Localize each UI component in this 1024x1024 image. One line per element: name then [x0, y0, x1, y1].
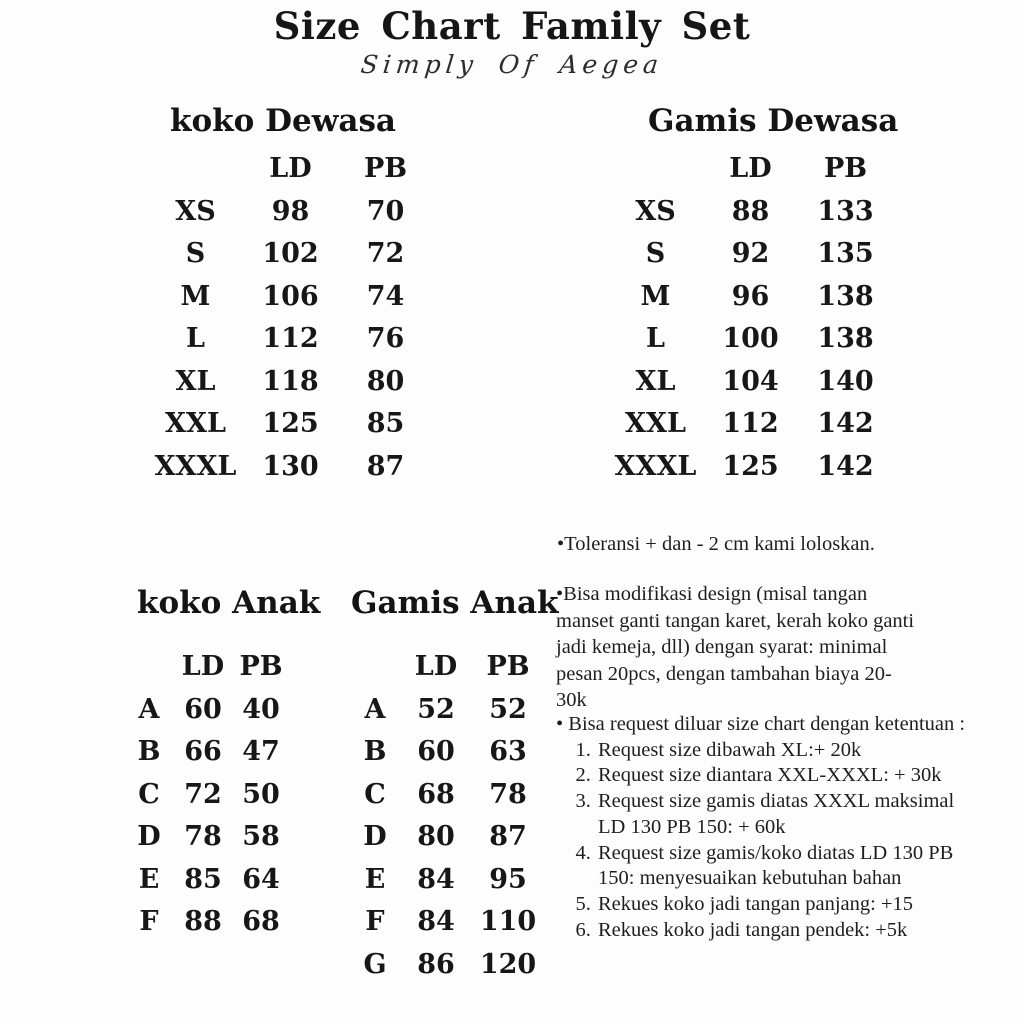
- measurement-value: 98: [271, 195, 310, 227]
- measurement-value: 135: [817, 238, 874, 269]
- measurement-value: 40: [242, 693, 280, 725]
- measurement-table: [608, 148, 893, 488]
- measurement-value: 118: [262, 365, 319, 397]
- header-row: [124, 646, 290, 689]
- measurement-value: 112: [722, 408, 779, 439]
- table-row: [350, 689, 544, 732]
- table-row: [148, 361, 433, 404]
- table-row: [350, 816, 544, 859]
- measurement-value: 70: [366, 195, 405, 227]
- column-header: PB: [486, 651, 530, 682]
- request-rules-list: [556, 738, 976, 944]
- measurement-value: 142: [817, 408, 874, 439]
- measurement-table: [350, 646, 544, 986]
- measurement-value: 78: [489, 778, 527, 810]
- request-rule: 2. Request size diantara XXL-XXXL: + 30k: [596, 763, 976, 789]
- table-row: [350, 944, 544, 987]
- table-row: [350, 901, 544, 944]
- size-label: F: [365, 906, 385, 937]
- size-label: D: [363, 821, 387, 852]
- measurement-value: 60: [417, 736, 455, 767]
- measurement-value: 72: [184, 778, 222, 810]
- measurement-value: 52: [489, 693, 527, 725]
- note-modification: •Bisa modifikasi design (misal tangan manset ganti tangan karet, kerah koko ganti jadi kemeja, dll) dengan syarat: minimal pesan 20pcs, dengan tambahan biaya 20-30k: [556, 583, 915, 711]
- measurement-value: 138: [817, 280, 874, 312]
- section-title-koko-anak: koko Anak: [137, 585, 321, 621]
- measurement-value: 76: [366, 323, 405, 354]
- measurement-value: 80: [417, 821, 455, 852]
- note-request-heading: • Bisa request diluar size chart dengan ketentuan :: [556, 713, 966, 735]
- table-gamis-dewasa: [608, 148, 893, 488]
- size-label: B: [137, 736, 161, 767]
- measurement-value: 95: [489, 863, 527, 895]
- table-row: [148, 191, 433, 234]
- request-rule: 5. Rekues koko jadi tangan panjang: +15: [596, 892, 976, 918]
- size-label: XXL: [165, 408, 226, 439]
- measurement-value: 84: [417, 863, 455, 895]
- measurement-value: 84: [417, 906, 455, 937]
- measurement-value: 138: [817, 323, 874, 354]
- measurement-value: 102: [262, 238, 319, 269]
- table-row: [608, 191, 893, 234]
- size-label: M: [640, 280, 671, 312]
- size-label: XXL: [625, 408, 686, 439]
- section-title-gamis-dewasa: Gamis Dewasa: [648, 103, 899, 139]
- table-row: [608, 318, 893, 361]
- size-label: XL: [635, 365, 676, 397]
- size-label: XS: [175, 195, 216, 227]
- measurement-value: 80: [366, 365, 405, 397]
- size-label: E: [138, 863, 160, 895]
- measurement-value: 86: [417, 948, 455, 980]
- size-label: L: [646, 323, 665, 354]
- column-header: PB: [363, 153, 408, 184]
- measurement-value: 96: [731, 280, 770, 312]
- measurement-value: 106: [262, 280, 319, 312]
- measurement-value: 130: [262, 450, 319, 482]
- measurement-value: 120: [479, 948, 537, 980]
- measurement-table: [148, 148, 433, 488]
- measurement-value: 85: [184, 863, 222, 895]
- table-row: [148, 446, 433, 489]
- table-row: [124, 859, 290, 902]
- table-row: [608, 403, 893, 446]
- size-label: E: [364, 863, 386, 895]
- measurement-value: 112: [262, 323, 319, 354]
- size-label: D: [137, 821, 161, 852]
- measurement-table: [124, 646, 290, 944]
- measurement-value: 88: [731, 195, 770, 227]
- header-row: [148, 148, 433, 191]
- corner-cell: [124, 646, 174, 689]
- measurement-value: 125: [722, 450, 779, 482]
- measurement-value: 66: [184, 736, 222, 767]
- size-label: L: [186, 323, 205, 354]
- measurement-value: 92: [731, 238, 770, 269]
- measurement-value: 68: [242, 906, 280, 937]
- measurement-value: 87: [366, 450, 405, 482]
- corner-cell: [350, 646, 400, 689]
- measurement-value: 110: [479, 906, 537, 937]
- size-label: S: [645, 238, 666, 269]
- page-title: Size Chart Family Set: [273, 4, 751, 48]
- request-rule: 3. Request size gamis diatas XXXL maksimal LD 130 PB 150: + 60k: [596, 789, 976, 841]
- table-row: [350, 859, 544, 902]
- measurement-value: 104: [722, 365, 779, 397]
- table-row: [124, 731, 290, 774]
- request-rule: 6. Rekues koko jadi tangan pendek: +5k: [596, 918, 976, 944]
- table-row: [124, 774, 290, 817]
- column-header: LD: [181, 651, 225, 682]
- size-label: G: [363, 948, 387, 980]
- measurement-value: 87: [489, 821, 527, 852]
- column-header: LD: [269, 153, 312, 184]
- measurement-value: 72: [366, 238, 405, 269]
- table-row: [608, 446, 893, 489]
- measurement-value: 142: [817, 450, 874, 482]
- measurement-value: 50: [242, 778, 280, 810]
- column-header: LD: [414, 651, 458, 682]
- table-gamis-anak: [350, 646, 544, 986]
- measurement-value: 78: [184, 821, 222, 852]
- measurement-value: 74: [366, 280, 405, 312]
- measurement-value: 100: [722, 323, 779, 354]
- size-label: A: [138, 693, 160, 725]
- table-row: [350, 731, 544, 774]
- size-label: C: [138, 778, 160, 810]
- measurement-value: 125: [262, 408, 319, 439]
- measurement-value: 68: [417, 778, 455, 810]
- table-row: [608, 276, 893, 319]
- table-row: [608, 233, 893, 276]
- size-label: XXXL: [614, 450, 697, 482]
- measurement-value: 63: [489, 736, 527, 767]
- measurement-value: 52: [417, 693, 455, 725]
- measurement-value: 85: [366, 408, 405, 439]
- request-rule: 4. Request size gamis/koko diatas LD 130 PB 150: menyesuaikan kebutuhan bahan: [596, 841, 976, 893]
- size-label: M: [180, 280, 211, 312]
- note-request-rules: [556, 711, 976, 944]
- table-row: [124, 901, 290, 944]
- section-title-gamis-anak: Gamis Anak: [351, 585, 559, 621]
- size-label: C: [364, 778, 386, 810]
- table-row: [608, 361, 893, 404]
- measurement-value: 58: [242, 821, 280, 852]
- measurement-value: 140: [817, 365, 874, 397]
- size-label: XL: [175, 365, 216, 397]
- table-row: [148, 318, 433, 361]
- header-row: [608, 148, 893, 191]
- section-title-koko-dewasa: koko Dewasa: [170, 103, 397, 139]
- corner-cell: [148, 148, 243, 191]
- size-label: A: [364, 693, 386, 725]
- table-koko-dewasa: [148, 148, 433, 488]
- measurement-value: 47: [242, 736, 280, 767]
- size-label: B: [363, 736, 387, 767]
- table-row: [350, 774, 544, 817]
- measurement-value: 88: [184, 906, 222, 937]
- table-row: [148, 233, 433, 276]
- table-row: [124, 689, 290, 732]
- measurement-value: 60: [184, 693, 222, 725]
- column-header: LD: [729, 153, 772, 184]
- header-row: [350, 646, 544, 689]
- column-header: PB: [823, 153, 868, 184]
- measurement-value: 133: [817, 195, 874, 227]
- request-rule: 1. Request size dibawah XL:+ 20k: [596, 738, 976, 764]
- column-header: PB: [239, 651, 283, 682]
- table-row: [148, 276, 433, 319]
- size-label: XXXL: [154, 450, 237, 482]
- table-row: [148, 403, 433, 446]
- size-label: XS: [635, 195, 676, 227]
- size-label: S: [185, 238, 206, 269]
- table-koko-anak: [124, 646, 290, 944]
- table-row: [124, 816, 290, 859]
- measurement-value: 64: [242, 863, 280, 895]
- brand-signature: Simply Of Aegea: [359, 50, 665, 79]
- corner-cell: [608, 148, 703, 191]
- size-label: F: [139, 906, 159, 937]
- note-tolerance: •Toleransi + dan - 2 cm kami loloskan.: [557, 533, 875, 555]
